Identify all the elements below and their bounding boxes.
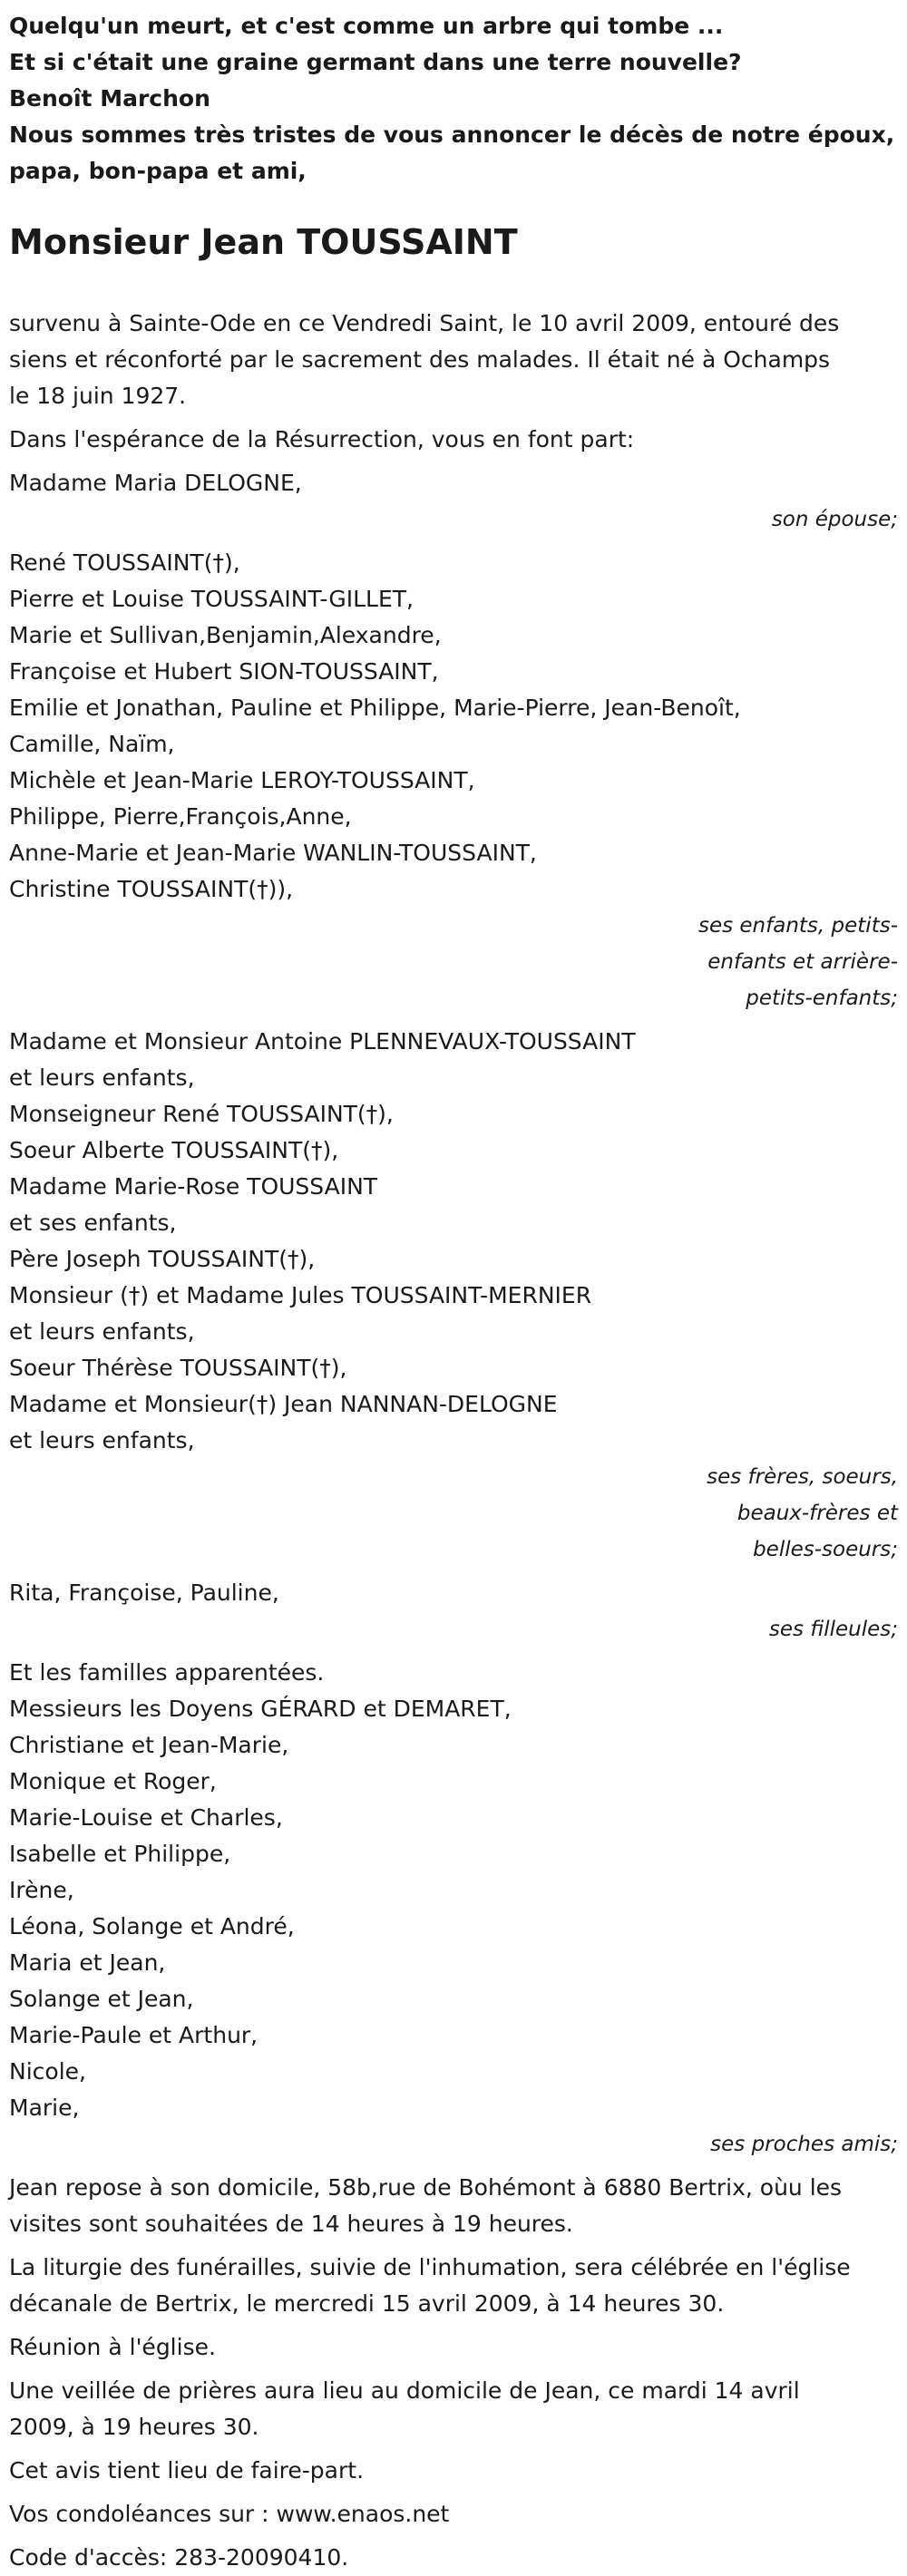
- announce-line-2: papa, bon-papa et ami,: [9, 158, 307, 184]
- list-item: Christiane et Jean-Marie,: [9, 1732, 289, 1758]
- deceased-name: Monsieur Jean TOUSSAINT: [9, 222, 518, 262]
- obituary-page: [9, 0, 898, 2576]
- list-item: Madame et Monsieur Antoine PLENNEVAUX-TOUSSAINT: [9, 1028, 636, 1055]
- list-item: Marie-Paule et Arthur,: [9, 2022, 258, 2048]
- spouse-name: Madame Maria DELOGNE,: [9, 470, 302, 496]
- list-item: Pierre et Louise TOUSSAINT-GILLET,: [9, 586, 414, 612]
- veillee-line-2: 2009, à 19 heures 30.: [9, 2414, 259, 2440]
- list-item: Madame et Monsieur(†) Jean NANNAN-DELOGNE: [9, 1391, 558, 1417]
- siblings-role-line-2: beaux-frères et: [736, 1502, 898, 1525]
- list-item: Marie et Sullivan,Benjamin,Alexandre,: [9, 622, 442, 648]
- goddaughters-name: Rita, Françoise, Pauline,: [9, 1580, 279, 1606]
- list-item: Soeur Alberte TOUSSAINT(†),: [9, 1137, 339, 1163]
- quote-line-2: Et si c'était une graine germant dans une terre nouvelle?: [9, 49, 742, 75]
- list-item: Christine TOUSSAINT(†)),: [9, 876, 294, 902]
- goddaughters-block: [9, 1575, 898, 1648]
- details-line-2: siens et réconforté par le sacrement des malades. Il était né à Ochamps: [9, 346, 831, 373]
- list-item: Nicole,: [9, 2058, 86, 2085]
- children-role-line-2: enfants et arrière-: [707, 950, 898, 974]
- list-item: Emilie et Jonathan, Pauline et Philippe, Marie-Pierre, Jean-Benoît,: [9, 695, 741, 721]
- repose-line-1: Jean repose à son domicile, 58b,rue de Bohémont à 6880 Bertrix, oùu les: [9, 2174, 843, 2201]
- list-item: Père Joseph TOUSSAINT(†),: [9, 1246, 316, 1272]
- goddaughters-role: ses filleules;: [768, 1618, 898, 1641]
- list-item: Solange et Jean,: [9, 1986, 194, 2012]
- list-item: Messieurs les Doyens GÉRARD et DEMARET,: [9, 1696, 512, 1722]
- list-item: Marie,: [9, 2095, 80, 2121]
- list-item: Michèle et Jean-Marie LEROY-TOUSSAINT,: [9, 767, 475, 793]
- list-item: Maria et Jean,: [9, 1949, 166, 1976]
- list-item: Camille, Naïm,: [9, 731, 175, 757]
- list-item: et leurs enfants,: [9, 1318, 195, 1345]
- repose-line-2: visites sont souhaitées de 14 heures à 19 heures.: [9, 2211, 573, 2237]
- details-line-3: le 18 juin 1927.: [9, 383, 187, 409]
- access-code-line: Code d'accès: 283-20090410.: [9, 2544, 349, 2571]
- siblings-block: [9, 1024, 898, 1568]
- list-item: Et les familles apparentées.: [9, 1659, 325, 1686]
- liturgie-line-2: décanale de Bertrix, le mercredi 15 avril 2009, à 14 heures 30.: [9, 2290, 725, 2317]
- friends-block: [9, 1655, 898, 2163]
- list-item: Philippe, Pierre,François,Anne,: [9, 803, 352, 830]
- list-item: Soeur Thérèse TOUSSAINT(†),: [9, 1355, 347, 1381]
- list-item: Irène,: [9, 1877, 74, 1903]
- list-item: Françoise et Hubert SION-TOUSSAINT,: [9, 658, 439, 685]
- quote-author: Benoît Marchon: [9, 85, 210, 112]
- condoleances-line: Vos condoléances sur : www.enaos.net: [9, 2501, 450, 2527]
- siblings-role-line-1: ses frères, soeurs,: [707, 1465, 898, 1489]
- list-item: Monsieur (†) et Madame Jules TOUSSAINT-MERNIER: [9, 1282, 592, 1308]
- reunion-line: Réunion à l'église.: [9, 2334, 216, 2360]
- veillee-line-1: Une veillée de prières aura lieu au domicile de Jean, ce mardi 14 avril: [9, 2377, 800, 2404]
- list-item: Anne-Marie et Jean-Marie WANLIN-TOUSSAINT,: [9, 840, 537, 866]
- list-item: René TOUSSAINT(†),: [9, 549, 240, 576]
- list-item: et ses enfants,: [9, 1210, 177, 1236]
- list-item: et leurs enfants,: [9, 1064, 195, 1091]
- intro-block: [9, 0, 898, 190]
- list-item: Monique et Roger,: [9, 1768, 217, 1794]
- list-item: Isabelle et Philippe,: [9, 1841, 231, 1867]
- closing-block: [9, 2170, 898, 2576]
- details-line-1: survenu à Sainte-Ode en ce Vendredi Saint, le 10 avril 2009, entouré des: [9, 310, 840, 336]
- announce-line-1: Nous sommes très tristes de vous annoncer le décès de notre époux,: [9, 122, 895, 148]
- faire-part-line: Cet avis tient lieu de faire-part.: [9, 2457, 365, 2484]
- spouse-role: son épouse;: [771, 508, 898, 531]
- esperance-line: Dans l'espérance de la Résurrection, vous en font part:: [9, 426, 635, 452]
- children-block: [9, 545, 898, 1016]
- siblings-role: [662, 1459, 898, 1568]
- quote-line-1: Quelqu'un meurt, et c'est comme un arbre qui tombe ...: [9, 13, 724, 39]
- friends-role: ses proches amis;: [710, 2133, 898, 2156]
- spouse-block: [9, 465, 898, 538]
- liturgie-line-1: La liturgie des funérailles, suivie de l'inhumation, sera célébrée en l'église: [9, 2254, 851, 2280]
- details-block: [9, 306, 898, 458]
- list-item: Madame Marie-Rose TOUSSAINT: [9, 1173, 378, 1200]
- list-item: et leurs enfants,: [9, 1427, 195, 1453]
- list-item: Marie-Louise et Charles,: [9, 1804, 283, 1831]
- siblings-role-line-3: belles-soeurs;: [753, 1538, 898, 1561]
- children-role-line-3: petits-enfants;: [746, 987, 898, 1010]
- list-item: Léona, Solange et André,: [9, 1913, 295, 1939]
- list-item: Monseigneur René TOUSSAINT(†),: [9, 1101, 394, 1127]
- children-role: [662, 908, 898, 1016]
- children-role-line-1: ses enfants, petits-: [697, 914, 898, 938]
